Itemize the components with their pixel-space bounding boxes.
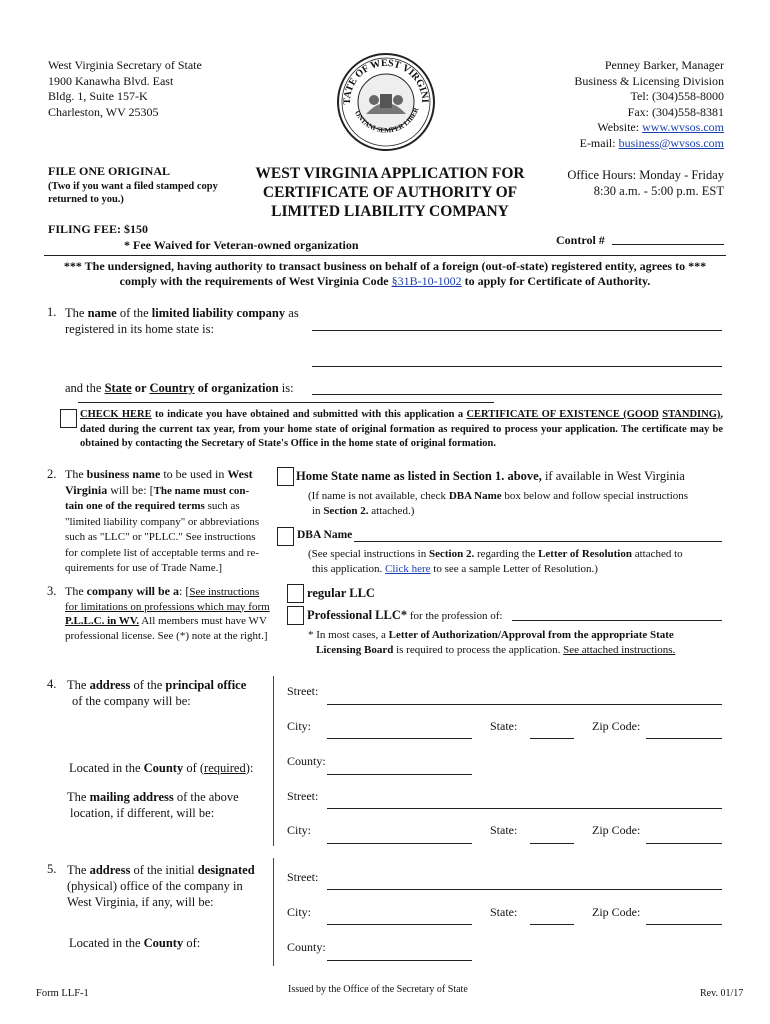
mailing-city-field[interactable] xyxy=(327,843,472,844)
two-copies-note: (Two if you want a filed stamped copy returned to you.) xyxy=(48,181,218,205)
state-of-organization-label xyxy=(65,381,294,396)
s3-text: : [ xyxy=(179,584,190,598)
designated-city-label: City: xyxy=(287,905,312,919)
s3-bold: Licensing Board xyxy=(316,643,394,656)
s2-bold: tain one of the required terms xyxy=(65,500,205,512)
s1-bold: State xyxy=(104,381,132,395)
s5-text: of the initial xyxy=(130,863,198,877)
mailing-street-field[interactable] xyxy=(327,808,722,809)
principal-county-field[interactable] xyxy=(327,774,472,775)
title-line: LIMITED LIABILITY COMPANY xyxy=(271,203,509,220)
mailing-zip-label: Zip Code: xyxy=(592,823,641,837)
section5-county-label xyxy=(69,936,200,951)
cert-existence-text: CERTIFICATE OF EXISTENCE (GOOD xyxy=(466,409,659,420)
llc-name-field-2[interactable] xyxy=(312,366,722,367)
s4-text: required xyxy=(204,761,246,775)
website-label: Website: xyxy=(597,120,640,134)
section4-divider xyxy=(273,676,274,846)
regular-llc-label: regular LLC xyxy=(307,586,375,600)
designated-county-label: County: xyxy=(287,940,326,954)
title-line: WEST VIRGINIA APPLICATION FOR xyxy=(255,165,525,182)
dba-name-note xyxy=(308,547,683,576)
s2-text: to be used in xyxy=(160,467,228,481)
llc-name-field-1[interactable] xyxy=(312,330,722,331)
section4-county-label xyxy=(69,761,253,776)
designated-street-label: Street: xyxy=(287,870,319,884)
s2-bold: Section 2. xyxy=(323,504,369,517)
email-link[interactable]: business@wvsos.com xyxy=(618,135,724,150)
s2-bold: Home State name as listed in Section 1. above, xyxy=(296,469,542,483)
s2-text: quirements for use of Trade Name.] xyxy=(65,562,223,574)
s5-text: Located in the xyxy=(69,936,144,950)
filing-fee-label: FILING FEE xyxy=(48,222,118,236)
s3-bold: company will be a xyxy=(86,584,179,598)
s2-text: "limited liability company" or abbreviations xyxy=(65,515,260,528)
s2-text: regarding the xyxy=(474,548,539,560)
s2-text: attached.) xyxy=(368,504,415,517)
page-title xyxy=(230,164,550,221)
s4-text: ): xyxy=(245,761,254,775)
dba-name-field[interactable] xyxy=(354,541,722,542)
mailing-zip-field[interactable] xyxy=(646,843,722,844)
section3-text xyxy=(65,584,280,643)
s3-text: professional license. See (*) note at the right.] xyxy=(65,629,268,642)
s1-bold: limited liability company xyxy=(151,306,286,320)
office-hours-line: 8:30 a.m. - 5:00 p.m. EST xyxy=(593,184,724,198)
s4-bold: County xyxy=(143,761,184,775)
principal-street-field[interactable] xyxy=(327,704,722,705)
revision: Rev. 01/17 xyxy=(700,988,744,999)
contact-line: Fax: (304)558-8381 xyxy=(627,104,724,119)
certificate-checkbox[interactable] xyxy=(60,409,77,428)
email-line xyxy=(574,136,724,152)
principal-county-label: County: xyxy=(287,754,326,768)
s4-text: of the xyxy=(130,678,166,692)
designated-street-field[interactable] xyxy=(327,889,722,890)
s4-text: The xyxy=(67,678,90,692)
s1-text: and the xyxy=(65,381,105,395)
wv-code-link[interactable]: §31B-10-1002 xyxy=(391,274,462,288)
contact-line: Penney Barker, Manager xyxy=(604,58,724,72)
principal-state-field[interactable] xyxy=(530,738,574,739)
s2-text: The xyxy=(65,467,87,481)
s3-text: is required to process the application. xyxy=(393,643,564,656)
s2-text: to see a sample Letter of Resolution.) xyxy=(430,562,598,575)
s2-text: attached to xyxy=(631,548,683,560)
s1-bold: Country xyxy=(149,381,195,395)
s5-text: (physical) office of the company in xyxy=(67,879,243,893)
seal-top-text: TATE OF WEST VIRGINI xyxy=(341,57,431,105)
filing-fee-value: : $150 xyxy=(117,222,149,236)
designated-county-field[interactable] xyxy=(327,960,472,961)
s3-bold[interactable]: P.L.L.C. in WV. xyxy=(65,615,140,627)
s3-text: The xyxy=(65,584,87,598)
s2-text: box below and follow special instructions xyxy=(501,490,689,502)
designated-state-label: State: xyxy=(490,905,518,919)
sos-address xyxy=(48,58,202,120)
s1-text: of the xyxy=(116,306,152,320)
state-of-organization-field[interactable] xyxy=(312,394,722,395)
home-state-name-label xyxy=(296,469,685,484)
intro-line xyxy=(44,274,726,289)
instructions-link-text[interactable]: for limitations on professions which may form xyxy=(65,600,270,613)
designated-zip-label: Zip Code: xyxy=(592,905,641,919)
section1-number: 1. xyxy=(47,305,57,319)
filing-fee xyxy=(48,222,148,237)
check-here-text: CHECK HERE xyxy=(80,409,152,420)
s5-bold: address xyxy=(89,863,131,877)
section1-text xyxy=(65,305,299,337)
website-link[interactable]: www.wvsos.com xyxy=(642,120,724,134)
mailing-state-label: State: xyxy=(490,823,518,837)
instructions-link[interactable]: See instructions xyxy=(189,586,260,598)
s4-text: of the above xyxy=(173,790,239,804)
s2-bold: The name must con- xyxy=(153,484,250,497)
sample-letter-link[interactable]: Click here xyxy=(385,562,431,575)
s2-text: will be: [ xyxy=(107,482,154,497)
s2-bold: Letter of Resolution xyxy=(538,548,632,560)
s2-bold: DBA Name xyxy=(448,490,502,502)
s4-text: of the company will be: xyxy=(72,694,191,708)
s5-bold: designated xyxy=(197,863,255,877)
s3-text: for the profession of: xyxy=(407,610,503,622)
form-number: Form LLF-1 xyxy=(36,988,89,999)
email-label: E-mail: xyxy=(579,135,616,150)
state-seal xyxy=(336,52,436,152)
s5-bold: County xyxy=(143,936,184,950)
section4-number: 4. xyxy=(47,677,57,691)
header-divider xyxy=(44,255,726,256)
section5-number: 5. xyxy=(47,862,57,876)
home-state-name-checkbox[interactable] xyxy=(277,467,294,486)
principal-zip-label: Zip Code: xyxy=(592,719,641,733)
s1-text: as xyxy=(285,306,299,320)
s3-text: All members must have WV xyxy=(139,615,267,627)
s1-text: The xyxy=(65,306,88,320)
regular-llc-checkbox[interactable] xyxy=(287,584,304,603)
profession-field[interactable] xyxy=(512,620,722,621)
s2-text: if available in West Virginia xyxy=(541,469,685,483)
s1-text: registered in its home state is: xyxy=(65,322,214,336)
s3-bold: Professional LLC* xyxy=(307,608,408,622)
mailing-address-label xyxy=(67,789,239,821)
seal-bottom-text: ONTANI SEMPER LIBER xyxy=(353,106,421,135)
mailing-city-label: City: xyxy=(287,823,312,837)
mailing-state-field[interactable] xyxy=(530,843,574,844)
principal-zip-field[interactable] xyxy=(646,738,722,739)
address-line: Bldg. 1, Suite 157-K xyxy=(48,89,148,103)
address-line: 1900 Kanawha Blvd. East xyxy=(48,73,174,88)
cert-left-rule xyxy=(78,402,494,403)
principal-street-label: Street: xyxy=(287,684,319,698)
principal-state-label: State: xyxy=(490,719,518,733)
s3-bold: Letter of Authorization/Approval from the appropriate State xyxy=(388,629,674,641)
attached-instructions-link[interactable]: See attached instructions. xyxy=(563,643,676,656)
designated-state-field[interactable] xyxy=(530,924,574,925)
s2-text: such as "LLC" or "PLLC." See instructions xyxy=(65,531,256,543)
s4-bold: address xyxy=(89,678,131,692)
s2-text: (See special instructions in xyxy=(308,548,429,560)
cert-existence-text: STANDING) xyxy=(662,409,721,420)
s2-bold: Virginia xyxy=(65,482,108,497)
division-contact xyxy=(574,58,724,151)
contact-line: Tel: (304)558-8000 xyxy=(630,89,724,103)
section2-number: 2. xyxy=(47,467,57,481)
s2-bold: West xyxy=(227,467,253,481)
s2-text: such as xyxy=(204,500,240,512)
mailing-street-label: Street: xyxy=(287,789,319,803)
s2-text: for complete list of acceptable terms and re- xyxy=(65,546,259,559)
designated-city-field[interactable] xyxy=(327,924,472,925)
office-hours-line: Office Hours: Monday - Friday xyxy=(567,168,724,182)
contact-line: Business & Licensing Division xyxy=(574,73,724,88)
professional-llc-checkbox[interactable] xyxy=(287,606,304,625)
s2-bold: Section 2. xyxy=(428,548,475,560)
fee-waived-note: * Fee Waived for Veteran-owned organization xyxy=(124,238,359,252)
dba-name-label: DBA Name xyxy=(297,529,353,541)
s1-bold: of organization xyxy=(194,381,279,395)
principal-city-label: City: xyxy=(287,719,312,733)
s2-text: in xyxy=(312,504,324,517)
s2-text: (If name is not available, check xyxy=(308,490,449,502)
control-number-label: Control # xyxy=(556,233,605,247)
section5-divider xyxy=(273,858,274,966)
cert-text: The certificate may be obtained by contacting the Secretary of State's Office in the home state of original formation. xyxy=(80,423,723,449)
intro-statement xyxy=(44,259,726,289)
office-hours xyxy=(567,167,724,199)
s4-text: Located in the xyxy=(69,761,144,775)
intro-line: *** The undersigned, having authority to transact business on behalf of a foreign (out-of-state) registered entity, agrees to *** xyxy=(63,259,707,273)
cert-text: , dated during the current tax year, from your home state of original formation as required to process your application. xyxy=(80,409,724,435)
s4-text: The xyxy=(67,790,90,804)
principal-city-field[interactable] xyxy=(327,738,472,739)
address-line: Charleston, WV 25305 xyxy=(48,104,159,119)
s5-text: of: xyxy=(183,936,201,950)
professional-llc-label xyxy=(307,608,502,623)
s2-bold: business name xyxy=(86,467,161,481)
intro-text: comply with the requirements of West Virginia Code xyxy=(119,274,392,288)
home-state-name-note xyxy=(308,489,688,518)
certificate-text xyxy=(80,408,723,452)
file-one-original: FILE ONE ORIGINAL xyxy=(48,164,171,178)
dba-name-checkbox[interactable] xyxy=(277,527,294,546)
s1-text: is: xyxy=(278,381,294,395)
s1-bold: name xyxy=(87,306,117,320)
professional-note xyxy=(308,628,675,657)
issued-by: Issued by the Office of the Secretary of State xyxy=(288,984,468,995)
s4-text: location, if different, will be: xyxy=(70,806,215,820)
designated-zip-field[interactable] xyxy=(646,924,722,925)
seal-image xyxy=(336,52,436,152)
s5-text: West Virginia, if any, will be: xyxy=(67,895,214,909)
s2-text: this application. xyxy=(312,562,386,575)
section3-number: 3. xyxy=(47,584,57,598)
website-line xyxy=(574,120,724,136)
intro-text: to apply for Certificate of Authority. xyxy=(461,274,651,288)
title-line: CERTIFICATE OF AUTHORITY OF xyxy=(262,184,518,201)
s4-text: of ( xyxy=(183,761,205,775)
s5-text: The xyxy=(67,863,90,877)
s4-bold: mailing address xyxy=(89,790,174,804)
s4-bold: principal office xyxy=(165,678,247,692)
cert-text: to indicate you have obtained and submitted with this application a xyxy=(151,409,467,420)
section4-text xyxy=(67,677,246,709)
section2-text xyxy=(65,467,275,577)
section5-text xyxy=(67,862,255,910)
address-line: West Virginia Secretary of State xyxy=(48,58,202,72)
s1-bold: or xyxy=(131,381,150,395)
s3-text: * In most cases, a xyxy=(308,629,389,641)
control-number-field[interactable] xyxy=(612,244,724,245)
